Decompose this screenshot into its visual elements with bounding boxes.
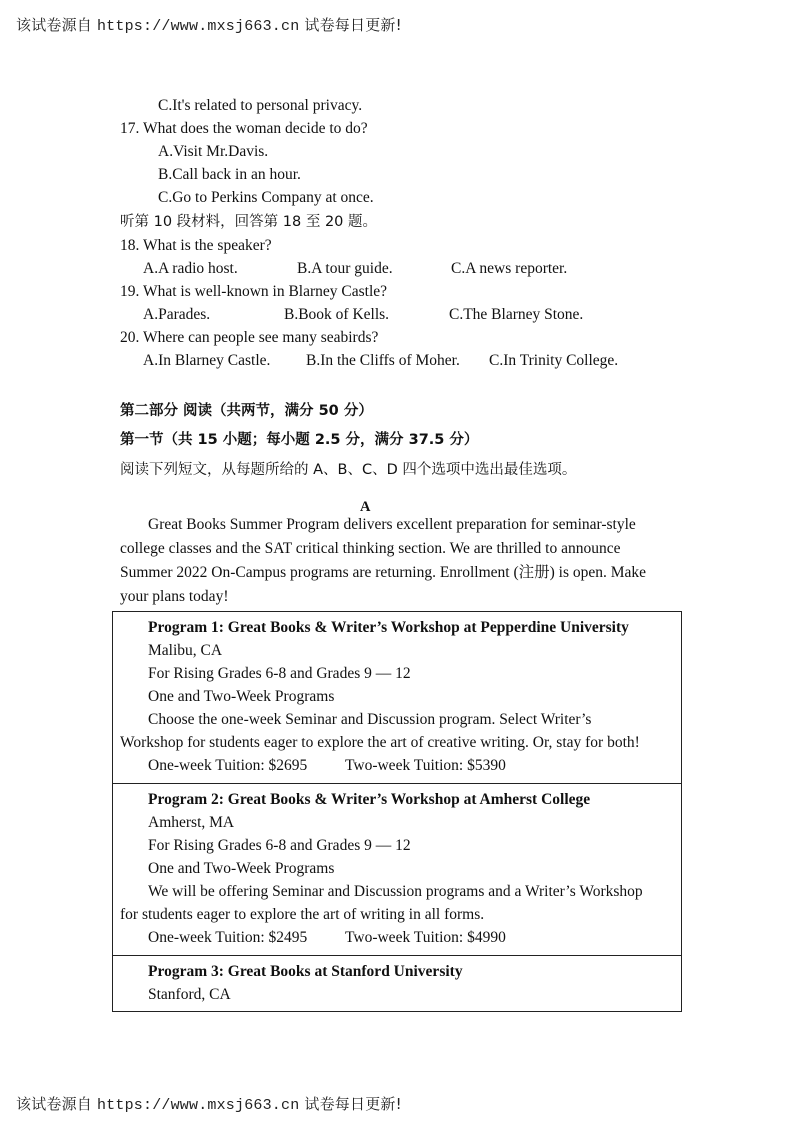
page-footer xyxy=(16,1093,402,1114)
page-header xyxy=(16,14,402,35)
q20-stem: 20. Where can people see many seabirds? xyxy=(120,329,379,346)
q16-option-c: C.It's related to personal privacy. xyxy=(158,97,363,114)
q19-option-c: C.The Blarney Stone. xyxy=(449,306,584,323)
reading-section-title: 第一节（共 15 小题；每小题 2.5 分，满分 37.5 分） xyxy=(120,432,479,448)
q19-option-a: A.Parades. xyxy=(143,306,211,323)
program-1-location: Malibu, CA xyxy=(148,642,223,659)
programs-table xyxy=(112,611,682,1012)
q17-option-a: A.Visit Mr.Davis. xyxy=(158,143,269,160)
program-2-location: Amherst, MA xyxy=(148,814,235,831)
program-2-one-week-tuition: One-week Tuition: $2495 xyxy=(148,929,308,946)
q18-option-c: C.A news reporter. xyxy=(451,260,568,277)
program-1-desc-1: Choose the one-week Seminar and Discussion program. Select Writer’s xyxy=(148,711,592,728)
program-1-grades: For Rising Grades 6-8 and Grades 9 — 12 xyxy=(148,665,411,682)
program-1-one-week-tuition: One-week Tuition: $2695 xyxy=(148,757,308,774)
intro-line-4: your plans today! xyxy=(120,588,229,605)
footer-suffix: 试卷每日更新! xyxy=(304,1095,402,1113)
program-2-cell xyxy=(113,784,681,956)
program-2-desc-2: for students eager to explore the art of writing in all forms. xyxy=(120,906,485,923)
program-1-desc-2: Workshop for students eager to explore the art of creative writing. Or, stay for both! xyxy=(120,734,640,751)
reading-instruction: 阅读下列短文，从每题所给的 A、B、C、D 四个选项中选出最佳选项。 xyxy=(120,462,577,478)
q19-stem: 19. What is well-known in Blarney Castle? xyxy=(120,283,388,300)
header-url[interactable]: https://www.mxsj663.cn xyxy=(96,18,300,35)
program-2-grades: For Rising Grades 6-8 and Grades 9 — 12 xyxy=(148,837,411,854)
q19-option-b: B.Book of Kells. xyxy=(284,306,390,323)
q17-option-b: B.Call back in an hour. xyxy=(158,166,301,183)
program-2-duration: One and Two-Week Programs xyxy=(148,860,335,877)
program-3-location: Stanford, CA xyxy=(148,986,231,1003)
program-1-two-week-tuition: Two-week Tuition: $5390 xyxy=(345,757,506,774)
intro-line-1: Great Books Summer Program delivers excellent preparation for seminar-style xyxy=(148,516,636,533)
footer-url[interactable]: https://www.mxsj663.cn xyxy=(96,1097,300,1114)
reading-part-title: 第二部分 阅读（共两节，满分 50 分） xyxy=(120,403,373,419)
material-10-instruction: 听第 10 段材料，回答第 18 至 20 题。 xyxy=(120,214,378,230)
q18-option-a: A.A radio host. xyxy=(143,260,238,277)
program-1-title: Program 1: Great Books & Writer’s Workshop at Pepperdine University xyxy=(148,619,629,636)
q17-option-c: C.Go to Perkins Company at once. xyxy=(158,189,374,206)
footer-prefix: 该试卷源自 xyxy=(16,1095,93,1113)
program-3-title: Program 3: Great Books at Stanford University xyxy=(148,963,463,980)
program-2-title: Program 2: Great Books & Writer’s Workshop at Amherst College xyxy=(148,791,591,808)
header-prefix: 该试卷源自 xyxy=(16,16,93,34)
program-1-duration: One and Two-Week Programs xyxy=(148,688,335,705)
q18-option-b: B.A tour guide. xyxy=(297,260,393,277)
q18-stem: 18. What is the speaker? xyxy=(120,237,272,254)
intro-line-3: Summer 2022 On-Campus programs are returning. Enrollment (注册) is open. Make xyxy=(120,564,647,581)
q20-option-a: A.In Blarney Castle. xyxy=(143,352,271,369)
intro-line-2: college classes and the SAT critical thinking section. We are thrilled to announce xyxy=(120,540,621,557)
q20-option-b: B.In the Cliffs of Moher. xyxy=(306,352,460,369)
program-2-two-week-tuition: Two-week Tuition: $4990 xyxy=(345,929,506,946)
program-2-desc-1: We will be offering Seminar and Discussion programs and a Writer’s Workshop xyxy=(148,883,643,900)
q20-option-c: C.In Trinity College. xyxy=(489,352,619,369)
header-suffix: 试卷每日更新! xyxy=(304,16,402,34)
program-3-cell xyxy=(113,956,681,1011)
program-1-cell xyxy=(113,612,681,784)
passage-label: A xyxy=(360,499,371,515)
q17-stem: 17. What does the woman decide to do? xyxy=(120,120,368,137)
